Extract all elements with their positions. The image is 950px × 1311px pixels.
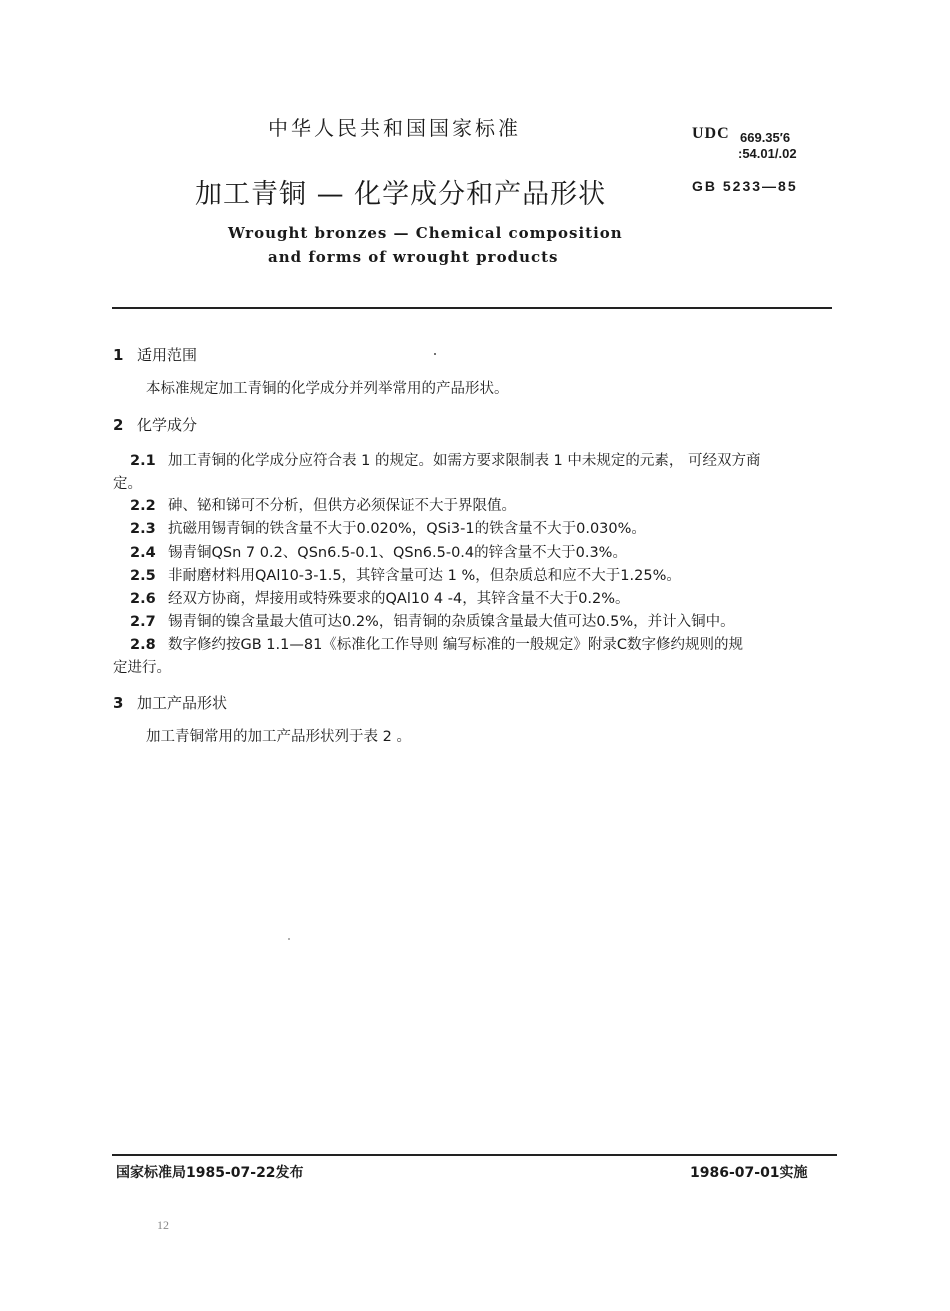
section-number: 3	[113, 694, 124, 712]
clause-number: 2.5	[130, 568, 156, 584]
national-standard-heading: 中华人民共和国国家标准	[268, 116, 521, 140]
section-3-heading	[113, 692, 227, 713]
clause-2-8-continuation: 定进行。	[113, 660, 171, 676]
clause-number: 2.4	[130, 545, 156, 561]
clause-2-4	[130, 541, 627, 562]
section-1-heading	[113, 344, 197, 365]
udc-code-line2: :54.01/.02	[738, 146, 797, 161]
clause-number: 2.6	[130, 591, 156, 607]
section-number: 2	[113, 416, 124, 434]
clause-text: 经双方协商，焊接用或特殊要求的QAl10 4 -4，其锌含量不大于0.2%。	[168, 591, 630, 607]
clause-number: 2.3	[130, 521, 156, 537]
document-title-english-line1: Wrought bronzes — Chemical composition	[228, 224, 623, 242]
clause-number: 2.1	[130, 453, 156, 469]
issue-date: 国家标准局1985-07-22发布	[116, 1165, 304, 1181]
clause-text: 数字修约按GB 1.1—81《标准化工作导则 编写标准的一般规定》附录C数字修约规则的规	[168, 637, 744, 653]
header-divider	[112, 307, 832, 309]
clause-text: 非耐磨材料用QAl10-3-1.5，其锌含量可达 1 %，但杂质总和应不大于1.25%。	[168, 568, 681, 584]
udc-label: UDC	[692, 125, 730, 142]
clause-2-5	[130, 564, 681, 585]
document-title-english-line2: and forms of wrought products	[268, 248, 559, 266]
clause-text: 加工青铜的化学成分应符合表 1 的规定。如需方要求限制表 1 中未规定的元素， 可经双方商	[168, 453, 761, 469]
clause-2-7	[130, 610, 735, 631]
udc-code-line1: 669.35′6	[740, 130, 791, 145]
section-number: 1	[113, 346, 124, 364]
clause-number: 2.7	[130, 614, 156, 630]
clause-text: 砷、铋和锑可不分析，但供方必须保证不大于界限值。	[168, 498, 516, 514]
clause-number: 2.8	[130, 637, 156, 653]
clause-2-1	[130, 449, 761, 470]
section-2-heading	[113, 414, 197, 435]
clause-2-1-continuation: 定。	[113, 476, 142, 492]
clause-text: 抗磁用锡青铜的铁含量不大于0.020%，QSi3-1的铁含量不大于0.030%。	[168, 521, 646, 537]
section-title: 加工产品形状	[137, 694, 228, 712]
page-number: 12	[157, 1218, 169, 1232]
speck-mark	[434, 353, 436, 355]
section-title: 化学成分	[137, 416, 198, 434]
clause-2-2	[130, 494, 516, 515]
effective-date: 1986-07-01实施	[690, 1165, 808, 1181]
clause-2-3	[130, 517, 646, 538]
clause-text: 锡青铜QSn 7 0.2、QSn6.5-0.1、QSn6.5-0.4的锌含量不大于0.3%。	[168, 545, 627, 561]
gb-standard-code: GB 5233—85	[692, 178, 798, 194]
clause-number: 2.2	[130, 498, 156, 514]
speck-mark	[288, 938, 290, 940]
document-title-chinese: 加工青铜 — 化学成分和产品形状	[195, 179, 607, 210]
section-title: 适用范围	[137, 346, 198, 364]
section-1-paragraph: 本标准规定加工青铜的化学成分并列举常用的产品形状。	[146, 381, 509, 397]
clause-2-8	[130, 633, 743, 654]
clause-text: 锡青铜的镍含量最大值可达0.2%，铝青铜的杂质镍含量最大值可达0.5%，并计入铜中。	[168, 614, 735, 630]
footer-divider	[112, 1154, 837, 1156]
clause-2-6	[130, 587, 630, 608]
section-3-paragraph: 加工青铜常用的加工产品形状列于表 2 。	[146, 729, 411, 745]
